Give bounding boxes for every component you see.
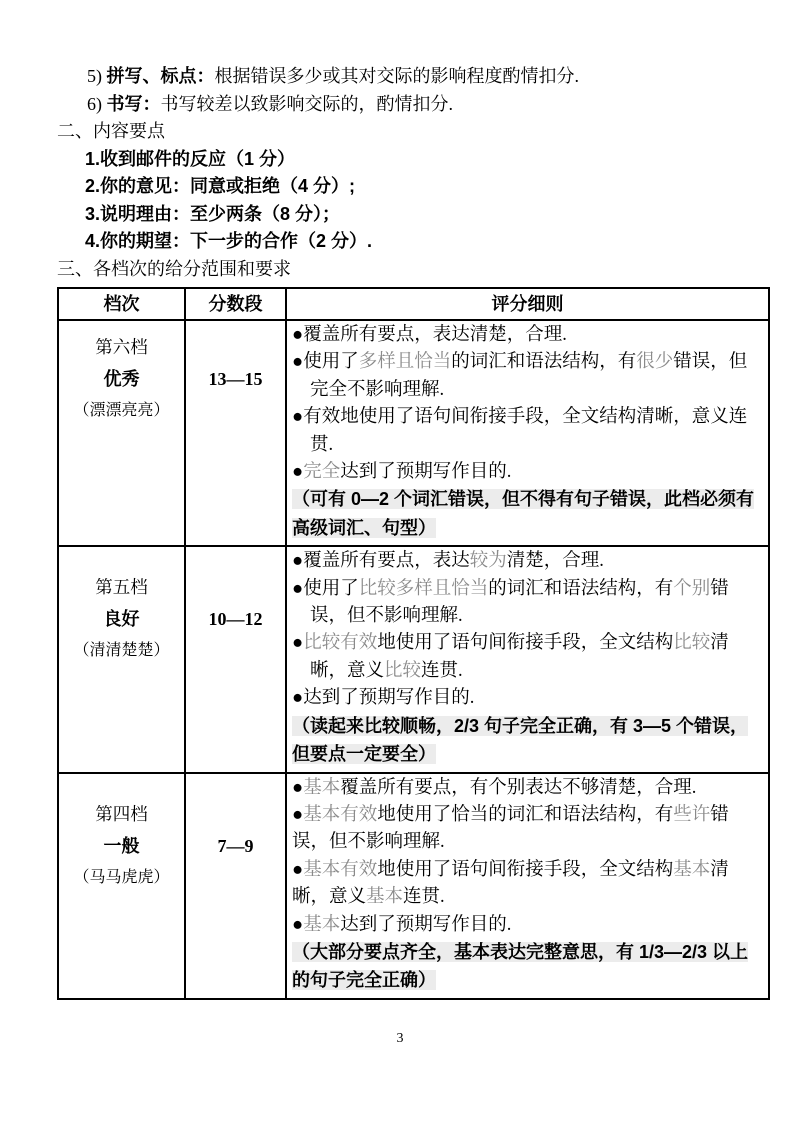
highlight-text-run: （读起来比较顺畅，2/3 句子完全正确，有 3—5 个错误，但要点一定要全） (292, 715, 749, 765)
intro-section (57, 63, 763, 283)
text-run: 三、各档次的给分范围和要求 (57, 258, 291, 279)
bullet-icon: ● (292, 859, 304, 880)
level-nick: （漂漂亮亮） (73, 402, 170, 419)
text-run: 二、内容要点 (57, 121, 165, 141)
text-run: 基本 (303, 914, 341, 935)
bullet-icon: ● (292, 633, 304, 654)
text-run: 基本 (673, 859, 711, 880)
text-run: 连贯. (403, 887, 445, 908)
text-run: 2.你的意见：同意或拒绝（4 分）; (85, 176, 356, 196)
text-run: 多样且恰当 (358, 352, 452, 373)
level-number: 第四档 (95, 803, 148, 824)
text-run: 书写： (106, 93, 161, 114)
page-number: 3 (396, 1031, 404, 1046)
table-header-row (59, 289, 768, 321)
bullet-item (292, 576, 764, 631)
text-run: 的词汇和语法结构，有 (488, 578, 674, 599)
level-nick: （清清楚楚） (73, 642, 170, 660)
text-run: 覆盖所有要点，表达清楚，合理. (303, 325, 567, 345)
bullet-item (292, 322, 764, 349)
highlight-note (292, 713, 764, 770)
text-run: 错误，但不影响理解. (310, 578, 729, 627)
table-header-level: 档次 (59, 289, 186, 319)
text-run: 清楚，合理. (506, 551, 604, 572)
text-run: 清晰，意义 (292, 859, 729, 908)
text-run: 基本 (303, 777, 341, 798)
bullet-item (292, 912, 764, 939)
highlight-note (292, 939, 764, 996)
text-run: 书写较差以致影响交际的，酌情扣分. (160, 93, 453, 114)
rubric-table (57, 287, 770, 1000)
text-run: 错误，但不影响理解. (292, 804, 729, 853)
table-row (59, 547, 768, 773)
text-run: 基本有效 (303, 859, 378, 880)
bullet-item (292, 802, 764, 857)
bullet-item (292, 548, 764, 575)
text-run: 的词汇和语法结构，有 (451, 352, 637, 373)
text-run: 地使用了语句间衔接手段，全文结构 (377, 859, 674, 880)
level-name: 良好 (103, 609, 140, 630)
text-run: 比较 (673, 633, 711, 654)
text-run: 使用了 (303, 352, 359, 373)
intro-line (57, 118, 763, 146)
score-range: 10—12 (186, 547, 287, 771)
level-cell (59, 774, 186, 998)
intro-line (57, 91, 763, 119)
bullet-icon: ● (292, 462, 304, 483)
bullet-item (292, 630, 764, 685)
text-run: 使用了 (303, 578, 359, 599)
text-run: 3.说明理由：至少两条（8 分）； (85, 203, 341, 224)
highlight-text-run: （大部分要点齐全，基本表达完整意思，有 1/3—2/3 以上的句子完全正确） (292, 941, 749, 991)
score-range: 13—15 (186, 321, 287, 545)
level-cell (59, 547, 186, 771)
text-run: 完全 (303, 462, 341, 483)
table-row (59, 774, 768, 998)
score-range: 7—9 (186, 774, 287, 998)
text-run: 基本 (366, 887, 404, 908)
level-nick: （马马虎虎） (73, 868, 170, 886)
table-row (59, 321, 768, 547)
intro-line (57, 173, 763, 201)
text-run: 很少 (636, 352, 674, 373)
intro-line (57, 201, 763, 229)
text-run: 达到了预期写作目的. (340, 462, 512, 483)
text-run: 地使用了恰当的词汇和语法结构，有 (377, 804, 674, 825)
bullet-icon: ● (292, 551, 304, 572)
bullet-item (292, 349, 764, 404)
highlight-text-run: （可有 0—2 个词汇错误，但不得有句子错误，此档必须有高级词汇、句型） (292, 489, 755, 538)
text-run: 4.你的期望：下一步的合作（2 分）. (85, 231, 373, 251)
intro-line (57, 146, 763, 174)
text-run: 达到了预期写作目的. (303, 688, 475, 709)
intro-line (57, 228, 763, 256)
text-run: 较为 (469, 551, 507, 572)
text-run: 6) (87, 93, 107, 114)
text-run: 根据错误多少或其对交际的影响程度酌情扣分. (214, 66, 579, 86)
level-number: 第五档 (95, 577, 148, 598)
text-run: 比较 (384, 660, 422, 681)
text-run: 地使用了语句间衔接手段，全文结构 (377, 633, 674, 654)
bullet-icon: ● (292, 578, 304, 599)
bullet-icon: ● (292, 325, 304, 345)
bullet-icon: ● (292, 914, 304, 935)
bullet-item (292, 459, 764, 486)
bullet-icon: ● (292, 688, 304, 709)
text-run: 些许 (673, 804, 711, 825)
text-run: 达到了预期写作目的. (340, 914, 512, 935)
bullet-icon: ● (292, 777, 304, 798)
bullet-item (292, 857, 764, 912)
text-run: 覆盖所有要点，表达 (303, 551, 470, 572)
bullet-item (292, 685, 764, 712)
text-run: 拼写、标点： (106, 66, 215, 86)
text-run: 比较多样且恰当 (358, 578, 489, 599)
text-run: 错误，但完全不影响理解. (310, 352, 748, 400)
table-header-details: 评分细则 (491, 294, 564, 314)
level-number: 第六档 (95, 337, 148, 357)
table-body (59, 321, 768, 998)
intro-line (57, 256, 763, 284)
text-run: 个别 (673, 578, 711, 599)
table-header-score: 分数段 (186, 289, 287, 319)
text-run: 比较有效 (303, 633, 378, 654)
bullet-item (292, 775, 764, 802)
level-name: 一般 (103, 835, 140, 856)
text-run: 5) (87, 66, 107, 86)
bullet-icon: ● (292, 352, 304, 373)
bullet-item (292, 404, 764, 459)
details-cell (287, 774, 768, 998)
details-cell (287, 547, 768, 771)
text-run: 基本有效 (303, 804, 378, 825)
text-run: 覆盖所有要点，有个别表达不够清楚，合理. (340, 777, 697, 798)
intro-line (57, 63, 763, 91)
details-cell (287, 321, 768, 545)
text-run: 清晰，意义 (310, 633, 729, 681)
level-name: 优秀 (103, 369, 140, 389)
level-cell (59, 321, 186, 545)
bullet-icon: ● (292, 407, 304, 428)
text-run: 有效地使用了语句间衔接手段，全文结构清晰，意义连贯. (303, 407, 748, 455)
bullet-icon: ● (292, 804, 304, 825)
text-run: 连贯. (421, 660, 463, 681)
highlight-note (292, 486, 764, 543)
text-run: 1.收到邮件的反应（1 分） (85, 148, 296, 169)
